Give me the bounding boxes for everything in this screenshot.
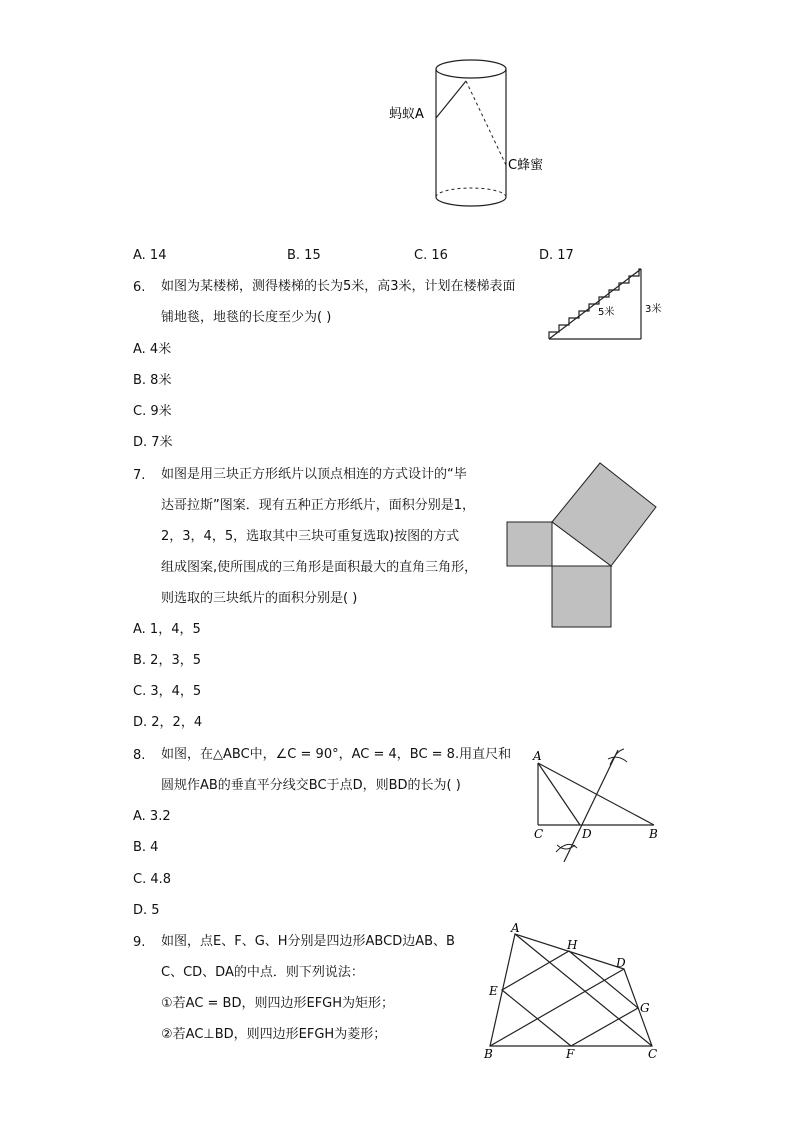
q6-option-a[interactable]: A. 4米 bbox=[133, 342, 172, 357]
triangle-abc-figure bbox=[530, 745, 670, 870]
height-label: 3米 bbox=[645, 304, 662, 315]
q9-line-2: C、CD、DA的中点．则下列说法： bbox=[161, 965, 364, 980]
q7-number: 7. bbox=[133, 468, 146, 483]
q6-line-2: 铺地毯，地毯的长度至少为( ) bbox=[161, 310, 332, 325]
q9-line-3: ①若AC = BD，则四边形EFGH为矩形； bbox=[161, 996, 395, 1011]
q8-line-2: 圆规作AB的垂直平分线交BC于点D，则BD的长为( ) bbox=[161, 778, 461, 793]
q7-line-3: 2，3，4，5，选取其中三块可重复选取)按图的方式 bbox=[161, 529, 460, 544]
q8-line-1: 如图，在△ABC中，∠C = 90°，AC = 4，BC = 8.用直尺和 bbox=[161, 747, 512, 762]
q8-option-c[interactable]: C. 4.8 bbox=[133, 872, 172, 887]
q7-option-b[interactable]: B. 2，3，5 bbox=[133, 653, 201, 668]
label-e: E bbox=[489, 984, 498, 998]
q6-option-d[interactable]: D. 7米 bbox=[133, 435, 173, 450]
q7-option-c[interactable]: C. 3，4，5 bbox=[133, 684, 202, 699]
honey-label: C蜂蜜 bbox=[508, 158, 544, 173]
q7-option-a[interactable]: A. 1，4，5 bbox=[133, 622, 201, 637]
label-c: C bbox=[534, 827, 544, 841]
q8-option-d[interactable]: D. 5 bbox=[133, 903, 160, 918]
q6-option-b[interactable]: B. 8米 bbox=[133, 373, 172, 388]
q8-option-b[interactable]: B. 4 bbox=[133, 840, 159, 855]
label-g: G bbox=[640, 1001, 650, 1015]
cylinder-figure bbox=[380, 55, 560, 215]
q8-option-a[interactable]: A. 3.2 bbox=[133, 809, 171, 824]
q7-line-5: 则选取的三块纸片的面积分别是( ) bbox=[161, 591, 358, 606]
q9-number: 9. bbox=[133, 935, 146, 950]
q7-line-4: 组成图案,使所围成的三角形是面积最大的直角三角形， bbox=[161, 560, 478, 575]
label-h: H bbox=[567, 938, 578, 952]
label-c: C bbox=[648, 1047, 658, 1061]
q5-option-c[interactable]: C. 16 bbox=[414, 248, 448, 263]
quadrilateral-figure bbox=[480, 920, 670, 1065]
q9-line-1: 如图，点E、F、G、H分别是四边形ABCD边AB、B bbox=[161, 934, 455, 949]
label-b: B bbox=[484, 1047, 493, 1061]
slope-label: 5米 bbox=[598, 307, 615, 318]
label-a: A bbox=[511, 921, 520, 935]
label-b: B bbox=[649, 827, 658, 841]
q7-option-d[interactable]: D. 2，2，4 bbox=[133, 715, 203, 730]
q5-option-a[interactable]: A. 14 bbox=[133, 248, 167, 263]
q7-line-2: 达哥拉斯”图案．现有五种正方形纸片，面积分别是1， bbox=[161, 498, 476, 513]
label-d: D bbox=[582, 827, 592, 841]
q8-number: 8. bbox=[133, 748, 146, 763]
label-a: A bbox=[533, 749, 542, 763]
q9-line-4: ②若AC⊥BD，则四边形EFGH为菱形； bbox=[161, 1027, 387, 1042]
label-f: F bbox=[566, 1047, 575, 1061]
q6-line-1: 如图为某楼梯，测得楼梯的长为5米，高3米，计划在楼梯表面 bbox=[161, 279, 516, 294]
pythagoras-figure bbox=[505, 460, 665, 632]
q5-option-b[interactable]: B. 15 bbox=[287, 248, 321, 263]
ant-label: 蚂蚁A bbox=[389, 107, 424, 122]
q7-line-1: 如图是用三块正方形纸片以顶点相连的方式设计的“毕 bbox=[161, 467, 467, 482]
q5-option-d[interactable]: D. 17 bbox=[539, 248, 574, 263]
q6-number: 6. bbox=[133, 280, 146, 295]
stairs-figure bbox=[545, 266, 675, 346]
q6-option-c[interactable]: C. 9米 bbox=[133, 404, 172, 419]
label-d: D bbox=[616, 956, 626, 970]
